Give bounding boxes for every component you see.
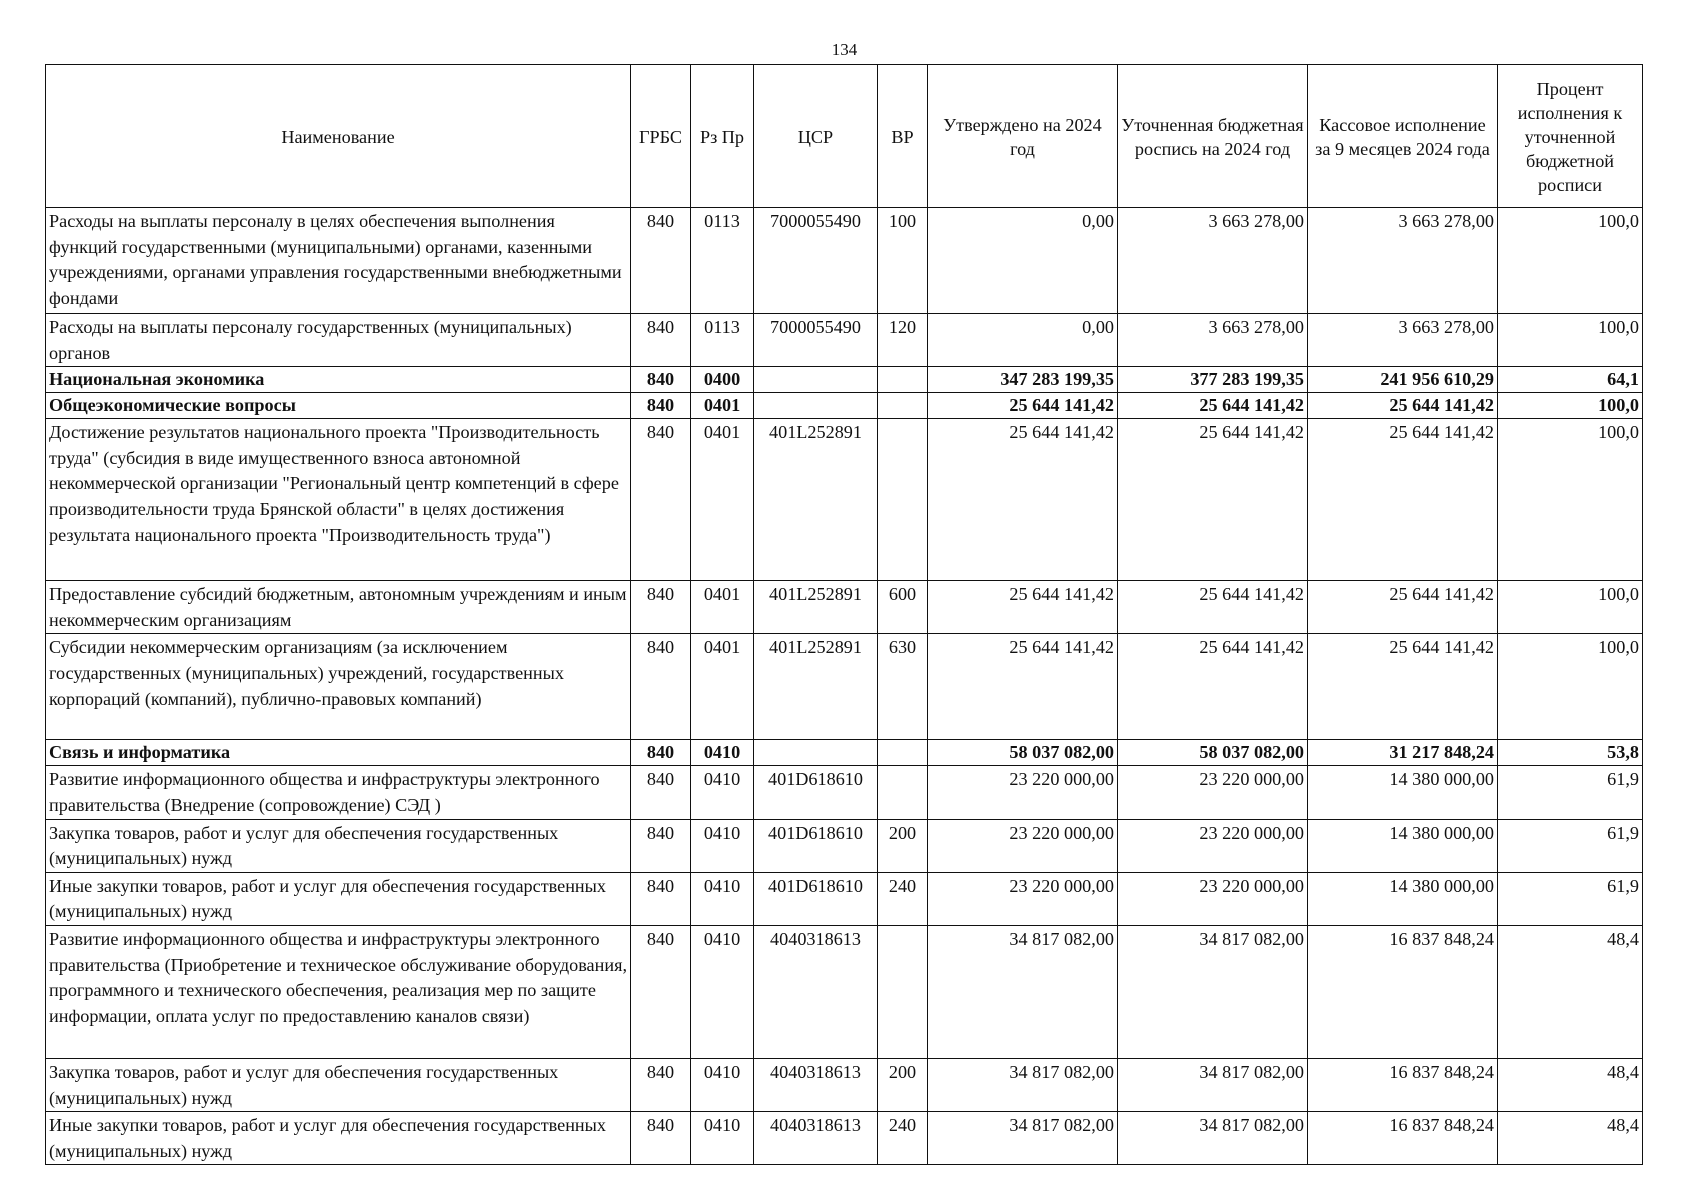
header-vr: ВР — [878, 65, 928, 208]
cell-csr: 7000055490 — [754, 208, 878, 314]
table-row — [46, 740, 1643, 766]
cell-grbs: 840 — [631, 634, 691, 740]
cell-csr: 401D618610 — [754, 766, 878, 819]
cell-refined: 25 644 141,42 — [1118, 634, 1308, 740]
cell-vr: 100 — [878, 208, 928, 314]
cell-executed: 3 663 278,00 — [1308, 314, 1498, 367]
header-percent: Процент исполнения к уточненной бюджетной росписи — [1498, 65, 1643, 208]
cell-name: Закупка товаров, работ и услуг для обеспечения государственных (муниципальных) нужд — [46, 1058, 631, 1111]
table-row — [46, 634, 1643, 740]
cell-rzpr: 0410 — [691, 819, 754, 872]
cell-name: Общеэкономические вопросы — [46, 393, 631, 419]
cell-percent: 48,4 — [1498, 925, 1643, 1058]
cell-csr: 401D618610 — [754, 819, 878, 872]
cell-rzpr: 0410 — [691, 1058, 754, 1111]
cell-grbs: 840 — [631, 208, 691, 314]
cell-approved: 23 220 000,00 — [928, 872, 1118, 925]
cell-csr: 401L252891 — [754, 634, 878, 740]
cell-approved: 25 644 141,42 — [928, 419, 1118, 581]
cell-percent: 100,0 — [1498, 208, 1643, 314]
cell-percent: 100,0 — [1498, 419, 1643, 581]
cell-percent: 100,0 — [1498, 634, 1643, 740]
cell-name: Национальная экономика — [46, 367, 631, 393]
cell-grbs: 840 — [631, 393, 691, 419]
table-row — [46, 419, 1643, 581]
cell-grbs: 840 — [631, 766, 691, 819]
table-row — [46, 766, 1643, 819]
header-name: Наименование — [46, 65, 631, 208]
cell-approved: 23 220 000,00 — [928, 766, 1118, 819]
cell-vr — [878, 419, 928, 581]
cell-grbs: 840 — [631, 872, 691, 925]
cell-refined: 25 644 141,42 — [1118, 393, 1308, 419]
cell-percent: 61,9 — [1498, 872, 1643, 925]
table-body — [46, 208, 1643, 1165]
cell-approved: 34 817 082,00 — [928, 1058, 1118, 1111]
cell-csr: 401L252891 — [754, 581, 878, 634]
page-number: 134 — [831, 40, 858, 59]
cell-csr: 4040318613 — [754, 925, 878, 1058]
cell-executed: 14 380 000,00 — [1308, 819, 1498, 872]
cell-vr — [878, 925, 928, 1058]
cell-executed: 16 837 848,24 — [1308, 1058, 1498, 1111]
cell-executed: 16 837 848,24 — [1308, 925, 1498, 1058]
cell-approved: 25 644 141,42 — [928, 634, 1118, 740]
cell-name: Закупка товаров, работ и услуг для обеспечения государственных (муниципальных) нужд — [46, 819, 631, 872]
cell-csr: 7000055490 — [754, 314, 878, 367]
cell-approved: 25 644 141,42 — [928, 393, 1118, 419]
cell-grbs: 840 — [631, 819, 691, 872]
cell-name: Достижение результатов национального проекта "Производительность труда" (субсидия в виде имущественного взноса автономной некоммерческой организации "Региональный центр компетенций в сфере производительности труда Брянской области" в целях достижения результата национального проекта "Производительность труда") — [46, 419, 631, 581]
cell-grbs: 840 — [631, 419, 691, 581]
cell-refined: 34 817 082,00 — [1118, 1058, 1308, 1111]
table-row — [46, 925, 1643, 1058]
cell-vr: 120 — [878, 314, 928, 367]
cell-percent: 100,0 — [1498, 393, 1643, 419]
cell-executed: 241 956 610,29 — [1308, 367, 1498, 393]
header-row — [46, 65, 1643, 208]
header-executed: Кассовое исполнение за 9 месяцев 2024 года — [1308, 65, 1498, 208]
cell-rzpr: 0400 — [691, 367, 754, 393]
cell-vr — [878, 740, 928, 766]
header-rzpr: Рз Пр — [691, 65, 754, 208]
cell-refined: 58 037 082,00 — [1118, 740, 1308, 766]
cell-name: Иные закупки товаров, работ и услуг для обеспечения государственных (муниципальных) нужд — [46, 1112, 631, 1165]
cell-executed: 14 380 000,00 — [1308, 872, 1498, 925]
cell-grbs: 840 — [631, 314, 691, 367]
table-row — [46, 393, 1643, 419]
cell-csr — [754, 367, 878, 393]
cell-approved: 347 283 199,35 — [928, 367, 1118, 393]
cell-rzpr: 0401 — [691, 419, 754, 581]
cell-executed: 25 644 141,42 — [1308, 634, 1498, 740]
cell-vr: 200 — [878, 819, 928, 872]
cell-refined: 3 663 278,00 — [1118, 208, 1308, 314]
cell-rzpr: 0113 — [691, 314, 754, 367]
cell-executed: 31 217 848,24 — [1308, 740, 1498, 766]
cell-refined: 3 663 278,00 — [1118, 314, 1308, 367]
cell-grbs: 840 — [631, 1058, 691, 1111]
table-row — [46, 581, 1643, 634]
cell-approved: 34 817 082,00 — [928, 1112, 1118, 1165]
cell-percent: 100,0 — [1498, 314, 1643, 367]
cell-vr: 240 — [878, 872, 928, 925]
cell-approved: 0,00 — [928, 208, 1118, 314]
cell-refined: 377 283 199,35 — [1118, 367, 1308, 393]
cell-approved: 0,00 — [928, 314, 1118, 367]
cell-approved: 58 037 082,00 — [928, 740, 1118, 766]
cell-vr: 200 — [878, 1058, 928, 1111]
cell-percent: 61,9 — [1498, 766, 1643, 819]
cell-rzpr: 0410 — [691, 925, 754, 1058]
cell-percent: 53,8 — [1498, 740, 1643, 766]
header-refined: Уточненная бюджетная роспись на 2024 год — [1118, 65, 1308, 208]
header-grbs: ГРБС — [631, 65, 691, 208]
table-row — [46, 208, 1643, 314]
cell-vr — [878, 766, 928, 819]
table-row — [46, 1058, 1643, 1111]
cell-name: Связь и информатика — [46, 740, 631, 766]
cell-grbs: 840 — [631, 925, 691, 1058]
cell-approved: 34 817 082,00 — [928, 925, 1118, 1058]
cell-vr: 630 — [878, 634, 928, 740]
cell-name: Иные закупки товаров, работ и услуг для обеспечения государственных (муниципальных) нужд — [46, 872, 631, 925]
cell-rzpr: 0401 — [691, 393, 754, 419]
cell-rzpr: 0401 — [691, 581, 754, 634]
cell-percent: 100,0 — [1498, 581, 1643, 634]
cell-executed: 3 663 278,00 — [1308, 208, 1498, 314]
table-row — [46, 314, 1643, 367]
table-row — [46, 367, 1643, 393]
cell-csr: 401L252891 — [754, 419, 878, 581]
cell-executed: 14 380 000,00 — [1308, 766, 1498, 819]
header-csr: ЦСР — [754, 65, 878, 208]
cell-name: Развитие информационного общества и инфраструктуры электронного правительства (Внедрение (сопровождение) СЭД ) — [46, 766, 631, 819]
cell-executed: 25 644 141,42 — [1308, 419, 1498, 581]
cell-name: Субсидии некоммерческим организациям (за исключением государственных (муниципальных) учреждений, государственных корпораций (компаний), публично-правовых компаний) — [46, 634, 631, 740]
cell-rzpr: 0410 — [691, 1112, 754, 1165]
cell-vr — [878, 393, 928, 419]
cell-percent: 64,1 — [1498, 367, 1643, 393]
cell-refined: 23 220 000,00 — [1118, 819, 1308, 872]
cell-vr: 600 — [878, 581, 928, 634]
cell-approved: 25 644 141,42 — [928, 581, 1118, 634]
cell-name: Расходы на выплаты персоналу государственных (муниципальных) органов — [46, 314, 631, 367]
cell-percent: 48,4 — [1498, 1112, 1643, 1165]
cell-refined: 23 220 000,00 — [1118, 766, 1308, 819]
cell-approved: 23 220 000,00 — [928, 819, 1118, 872]
cell-csr: 4040318613 — [754, 1058, 878, 1111]
cell-percent: 48,4 — [1498, 1058, 1643, 1111]
cell-rzpr: 0113 — [691, 208, 754, 314]
cell-grbs: 840 — [631, 740, 691, 766]
budget-execution-table — [45, 64, 1643, 1165]
cell-executed: 25 644 141,42 — [1308, 393, 1498, 419]
table-row — [46, 1112, 1643, 1165]
cell-refined: 25 644 141,42 — [1118, 419, 1308, 581]
cell-name: Развитие информационного общества и инфраструктуры электронного правительства (Приобретение и техническое обслуживание оборудования, программного и технического обеспечения, реализация мер по защите информации, оплата услуг по предоставлению каналов связи) — [46, 925, 631, 1058]
table-row — [46, 872, 1643, 925]
cell-grbs: 840 — [631, 367, 691, 393]
cell-refined: 23 220 000,00 — [1118, 872, 1308, 925]
cell-rzpr: 0410 — [691, 766, 754, 819]
cell-name: Предоставление субсидий бюджетным, автономным учреждениям и иным некоммерческим организациям — [46, 581, 631, 634]
cell-grbs: 840 — [631, 1112, 691, 1165]
table-row — [46, 819, 1643, 872]
cell-vr: 240 — [878, 1112, 928, 1165]
cell-csr — [754, 740, 878, 766]
cell-refined: 34 817 082,00 — [1118, 925, 1308, 1058]
cell-rzpr: 0410 — [691, 872, 754, 925]
cell-executed: 25 644 141,42 — [1308, 581, 1498, 634]
cell-csr: 4040318613 — [754, 1112, 878, 1165]
cell-vr — [878, 367, 928, 393]
cell-percent: 61,9 — [1498, 819, 1643, 872]
cell-name: Расходы на выплаты персоналу в целях обеспечения выполнения функций государственными (муниципальными) органами, казенными учреждениями, органами управления государственными внебюджетными фондами — [46, 208, 631, 314]
cell-csr: 401D618610 — [754, 872, 878, 925]
cell-rzpr: 0410 — [691, 740, 754, 766]
cell-rzpr: 0401 — [691, 634, 754, 740]
cell-refined: 25 644 141,42 — [1118, 581, 1308, 634]
cell-executed: 16 837 848,24 — [1308, 1112, 1498, 1165]
cell-csr — [754, 393, 878, 419]
header-approved: Утверждено на 2024 год — [928, 65, 1118, 208]
cell-grbs: 840 — [631, 581, 691, 634]
cell-refined: 34 817 082,00 — [1118, 1112, 1308, 1165]
